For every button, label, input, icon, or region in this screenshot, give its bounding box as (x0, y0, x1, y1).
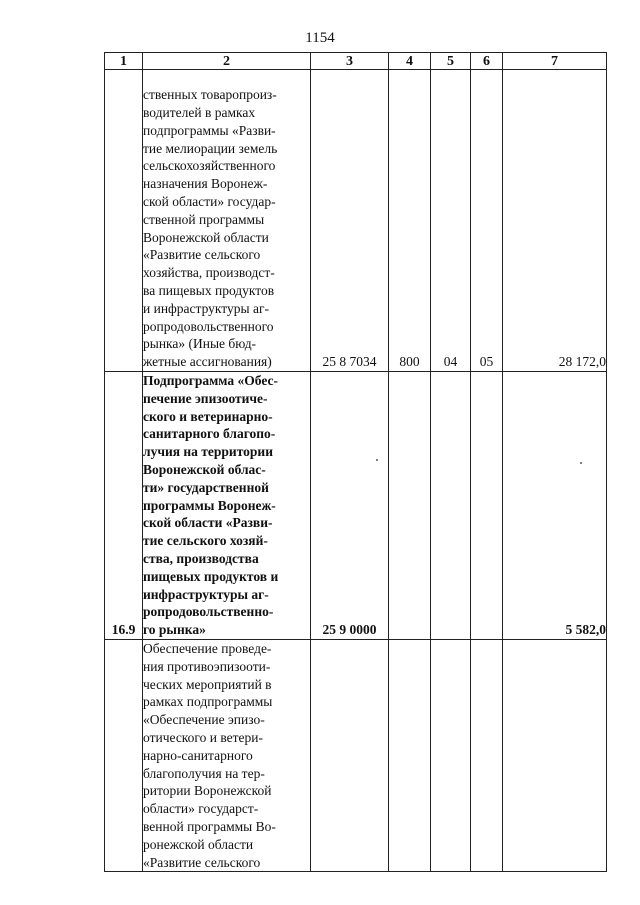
table-row (105, 70, 607, 372)
column-header: 5 (431, 53, 471, 70)
amount-value (503, 639, 607, 871)
section-code (431, 639, 471, 871)
column-header: 4 (389, 53, 431, 70)
budget-table (104, 52, 607, 872)
amount-value: 28 172,0 (503, 70, 607, 372)
column-header: 3 (311, 53, 389, 70)
target-article-code: 25 8 7034 (311, 70, 389, 372)
scan-speck (580, 462, 582, 464)
column-header: 7 (503, 53, 607, 70)
table-header-row (105, 53, 607, 70)
subsection-code (471, 639, 503, 871)
amount-value: 5 582,0 (503, 372, 607, 640)
expense-type-code (389, 639, 431, 871)
column-header: 6 (471, 53, 503, 70)
page-number: 1154 (305, 30, 335, 46)
row-description: Обеспечение проведе- ния противоэпизооти- ческих мероприятий в рамках подпрограммы «Обеспечение эпизо- отического и ветери- нарно-санитарного благополучия на тер- ритории Воронежской области» государст- венной программы Во- ронежской области «Развитие сельского (143, 639, 311, 871)
table-row (105, 639, 607, 871)
section-code (431, 372, 471, 640)
row-number (105, 70, 143, 372)
row-number (105, 639, 143, 871)
scan-speck (376, 459, 378, 461)
row-description: ственных товаропроиз- водителей в рамках подпрограммы «Разви- тие мелиорации земель сельскохозяйственного назначения Воронеж- ской области» государ- ственной программы Воронежской области «Развитие сельского хозяйства, производст- ва пищевых продуктов и инфраструктуры аг- ропродовольственного рынка» (Иные бюд- жетные ассигнования) (143, 70, 311, 372)
column-header: 2 (143, 53, 311, 70)
target-article-code: 25 9 0000 (311, 372, 389, 640)
expense-type-code (389, 372, 431, 640)
row-description: Подпрограмма «Обес- печение эпизоотиче- ского и ветеринарно- санитарного благопо- лучия на территории Воронежской облас- ти» государственной программы Воронеж- ской области «Разви- тие сельского хозяй- ства, производства пищевых продуктов и инфраструктуры аг- ропродовольственно- го рынка» (143, 372, 311, 640)
subsection-code: 05 (471, 70, 503, 372)
table-row (105, 372, 607, 640)
column-header: 1 (105, 53, 143, 70)
target-article-code (311, 639, 389, 871)
expense-type-code: 800 (389, 70, 431, 372)
section-code: 04 (431, 70, 471, 372)
row-number: 16.9 (105, 372, 143, 640)
subsection-code (471, 372, 503, 640)
